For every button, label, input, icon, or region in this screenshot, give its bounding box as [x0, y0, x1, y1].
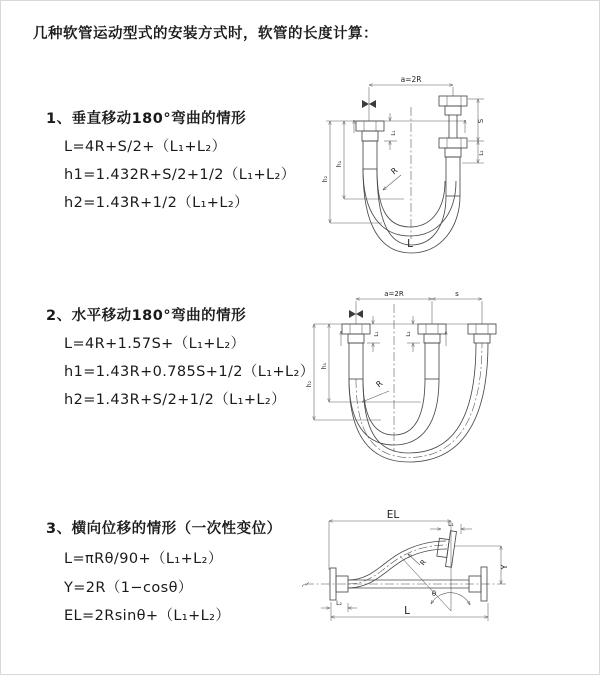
radius-callout [383, 166, 401, 190]
diagram-horizontal-180-bend [301, 284, 596, 466]
section-3-formula-EL: EL=2Rsinθ+（L₁+L₂） [64, 608, 231, 624]
section-2-formula-h2: h2=1.43R+S/2+1/2（L₁+L₂） [64, 392, 287, 408]
section-3-formula-Y: Y=2R（1−cosθ） [64, 580, 193, 596]
dim-shift-s [432, 290, 482, 299]
right-fitting [468, 324, 496, 343]
braided-hose-section [349, 343, 363, 379]
displaced-flange [436, 529, 457, 567]
dim-length [331, 602, 488, 621]
page-title: 几种软管运动型式的安装方式时，软管的长度计算： [33, 26, 378, 42]
h2-label: h₂ [306, 380, 313, 388]
section-3-heading: 3、横向位移的情形（一次性变位） [46, 521, 282, 537]
dim-label-s: s [455, 290, 459, 298]
braided-hose-section [425, 343, 439, 379]
dim-label-a2r: a=2R [400, 75, 422, 84]
radius-callout [362, 379, 389, 402]
dim-h2 [306, 324, 381, 420]
dim-span-a2r [356, 290, 432, 299]
length-label: L [404, 605, 410, 617]
section-1-formula-h2: h2=1.43R+1/2（L₁+L₂） [64, 195, 249, 211]
right-fitting [439, 96, 467, 196]
dim-span-a2r [369, 75, 453, 85]
section-3-formula-L: L=πRθ/90+（L₁+L₂） [64, 551, 223, 567]
radius-label: R [374, 378, 385, 390]
diagram-lateral-displacement [301, 504, 599, 666]
s-curve-hose-displaced [348, 541, 447, 588]
l2-label: L₂ [336, 600, 342, 607]
radius-label: R [389, 165, 400, 177]
centerline-break-mark [302, 582, 309, 587]
dim-y [500, 546, 509, 584]
dim-label-a2r: a=2R [384, 290, 404, 298]
radius-label: R [418, 558, 429, 568]
braided-hose-section [446, 157, 460, 196]
el-label: EL [386, 509, 400, 521]
section-1-formula-L: L=4R+S/2+（L₁+L₂） [64, 139, 227, 155]
section-2-formula-L: L=4R+1.57S+（L₁+L₂） [64, 336, 246, 352]
section-2-heading: 2、水平移动180°弯曲的情形 [46, 308, 247, 324]
s-label: S [477, 118, 485, 124]
theta-label: θ [431, 590, 437, 598]
section-2-formula-h1: h1=1.43R+0.785S+1/2（L₁+L₂） [64, 364, 315, 380]
diagram-vertical-180-bend [306, 69, 596, 264]
y-label: Y [500, 564, 509, 570]
l2-label: L₂ [479, 150, 485, 156]
section-1-formula-h1: h1=1.432R+S/2+1/2（L₁+L₂） [64, 167, 296, 183]
dim-h2 [322, 121, 382, 223]
left-fitting [342, 324, 370, 379]
middle-fitting [418, 324, 446, 379]
angle-theta [431, 590, 470, 605]
hose-u-curves [349, 343, 488, 462]
l1-label: L₁ [374, 331, 380, 337]
braided-hose-section [363, 141, 377, 169]
h2-label: h₂ [322, 175, 329, 183]
left-fitting [356, 121, 384, 169]
dim-s-right [462, 99, 485, 163]
h1-label: h₁ [336, 160, 343, 168]
l1-label: L₁ [448, 521, 454, 528]
l2-label: L₂ [406, 331, 412, 337]
dim-l1-left-fitting [384, 113, 397, 150]
l1-label: L₁ [391, 130, 397, 136]
length-label: L [407, 238, 413, 250]
h1-label: h₁ [321, 362, 328, 370]
dim-l2-left-fitting [321, 600, 357, 612]
section-1-heading: 1、垂直移动180°弯曲的情形 [46, 111, 247, 127]
